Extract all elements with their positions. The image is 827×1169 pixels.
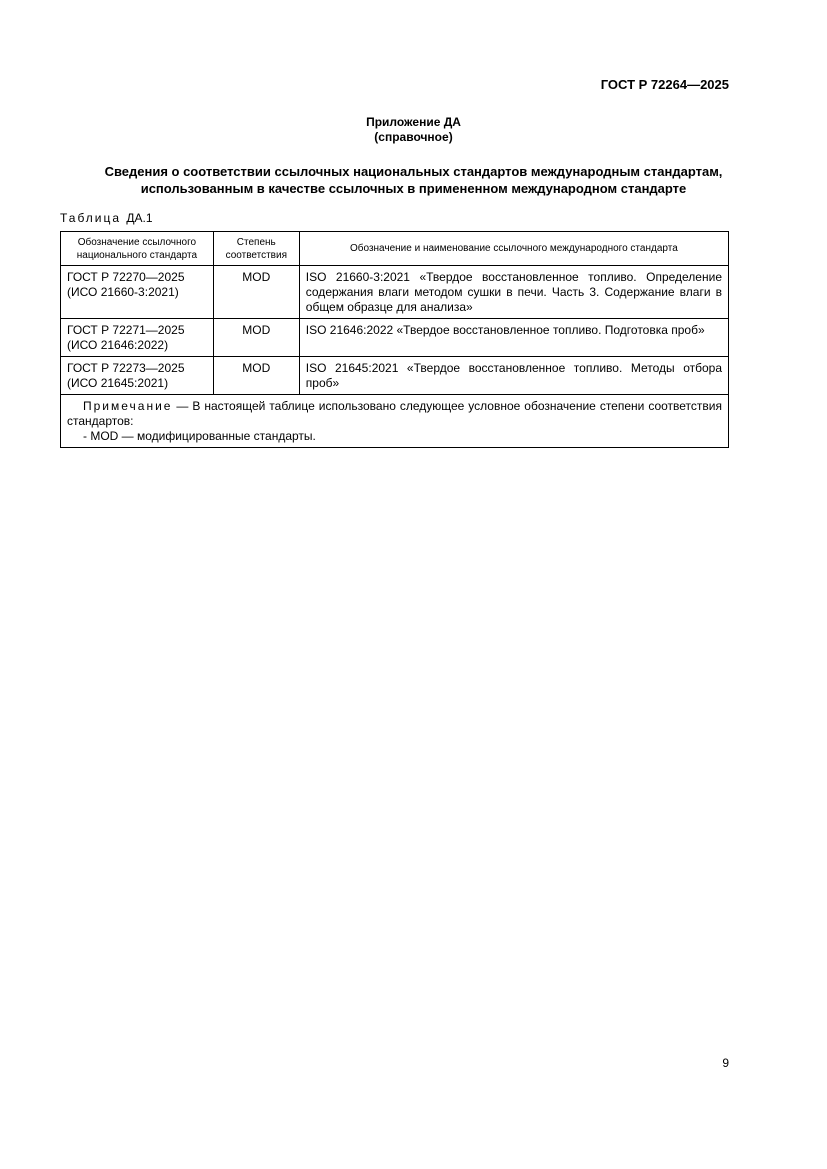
note-list-item: - MOD — модифицированные стандарты. xyxy=(83,429,316,443)
national-standard-cell xyxy=(61,266,214,319)
table-row xyxy=(61,319,729,357)
table-label-number: ДА.1 xyxy=(126,211,153,225)
section-title-line1: Сведения о соответствии ссылочных национальных стандартов международным стандартам, xyxy=(104,164,723,179)
appendix-title: Приложение ДА xyxy=(366,115,461,129)
column-header-international: Обозначение и наименование ссылочного международного стандарта xyxy=(299,232,728,266)
column-header-degree-line2: соответствия xyxy=(225,249,287,261)
degree-cell: MOD xyxy=(213,266,299,319)
table-row xyxy=(61,266,729,319)
note-body: — В настоящей таблице использовано следующее условное обозначение степени соответствия стандартов: xyxy=(67,399,722,428)
standards-table xyxy=(60,231,729,448)
national-standard-cell xyxy=(61,319,214,357)
column-header-national xyxy=(61,232,214,266)
table-header-row xyxy=(61,232,729,266)
national-standard-iso-ref: (ИСО 21646:2022) xyxy=(67,338,169,352)
international-standard-cell: ISO 21660-3:2021 «Твердое восстановленное топливо. Определение содержания влаги методом сушки в печи. Часть 3. Содержание влаги в общем образце для анализа» xyxy=(299,266,728,319)
table-note xyxy=(61,395,729,448)
column-header-degree-line1: Степень xyxy=(236,236,276,248)
national-standard-iso-ref: (ИСО 21645:2021) xyxy=(67,376,169,390)
section-title-line2: использованным в качестве ссылочных в примененном международном стандарте xyxy=(140,181,687,196)
degree-cell: MOD xyxy=(213,357,299,395)
degree-cell: MOD xyxy=(213,319,299,357)
document-code: ГОСТ Р 72264—2025 xyxy=(600,77,729,92)
national-standard-code: ГОСТ Р 72271—2025 xyxy=(67,323,185,337)
table-note-row xyxy=(61,395,729,448)
column-header-national-line2: национального стандарта xyxy=(76,249,198,261)
national-standard-cell xyxy=(61,357,214,395)
national-standard-iso-ref: (ИСО 21660-3:2021) xyxy=(67,285,179,299)
appendix-status: (справочное) xyxy=(374,130,453,144)
national-standard-code: ГОСТ Р 72273—2025 xyxy=(67,361,185,375)
international-standard-cell: ISO 21646:2022 «Твердое восстановленное топливо. Подготовка проб» xyxy=(299,319,728,357)
table-label xyxy=(60,211,153,225)
column-header-degree xyxy=(213,232,299,266)
section-title xyxy=(40,163,787,197)
appendix-heading xyxy=(0,115,827,145)
note-text xyxy=(67,399,722,429)
column-header-national-line1: Обозначение ссылочного xyxy=(77,236,197,248)
international-standard-cell: ISO 21645:2021 «Твердое восстановленное топливо. Методы отбора проб» xyxy=(299,357,728,395)
national-standard-code: ГОСТ Р 72270—2025 xyxy=(67,270,185,284)
table-label-word: Таблица xyxy=(60,211,122,225)
page-number: 9 xyxy=(722,1056,729,1070)
table-row xyxy=(61,357,729,395)
note-heading: Примечание xyxy=(83,399,173,413)
